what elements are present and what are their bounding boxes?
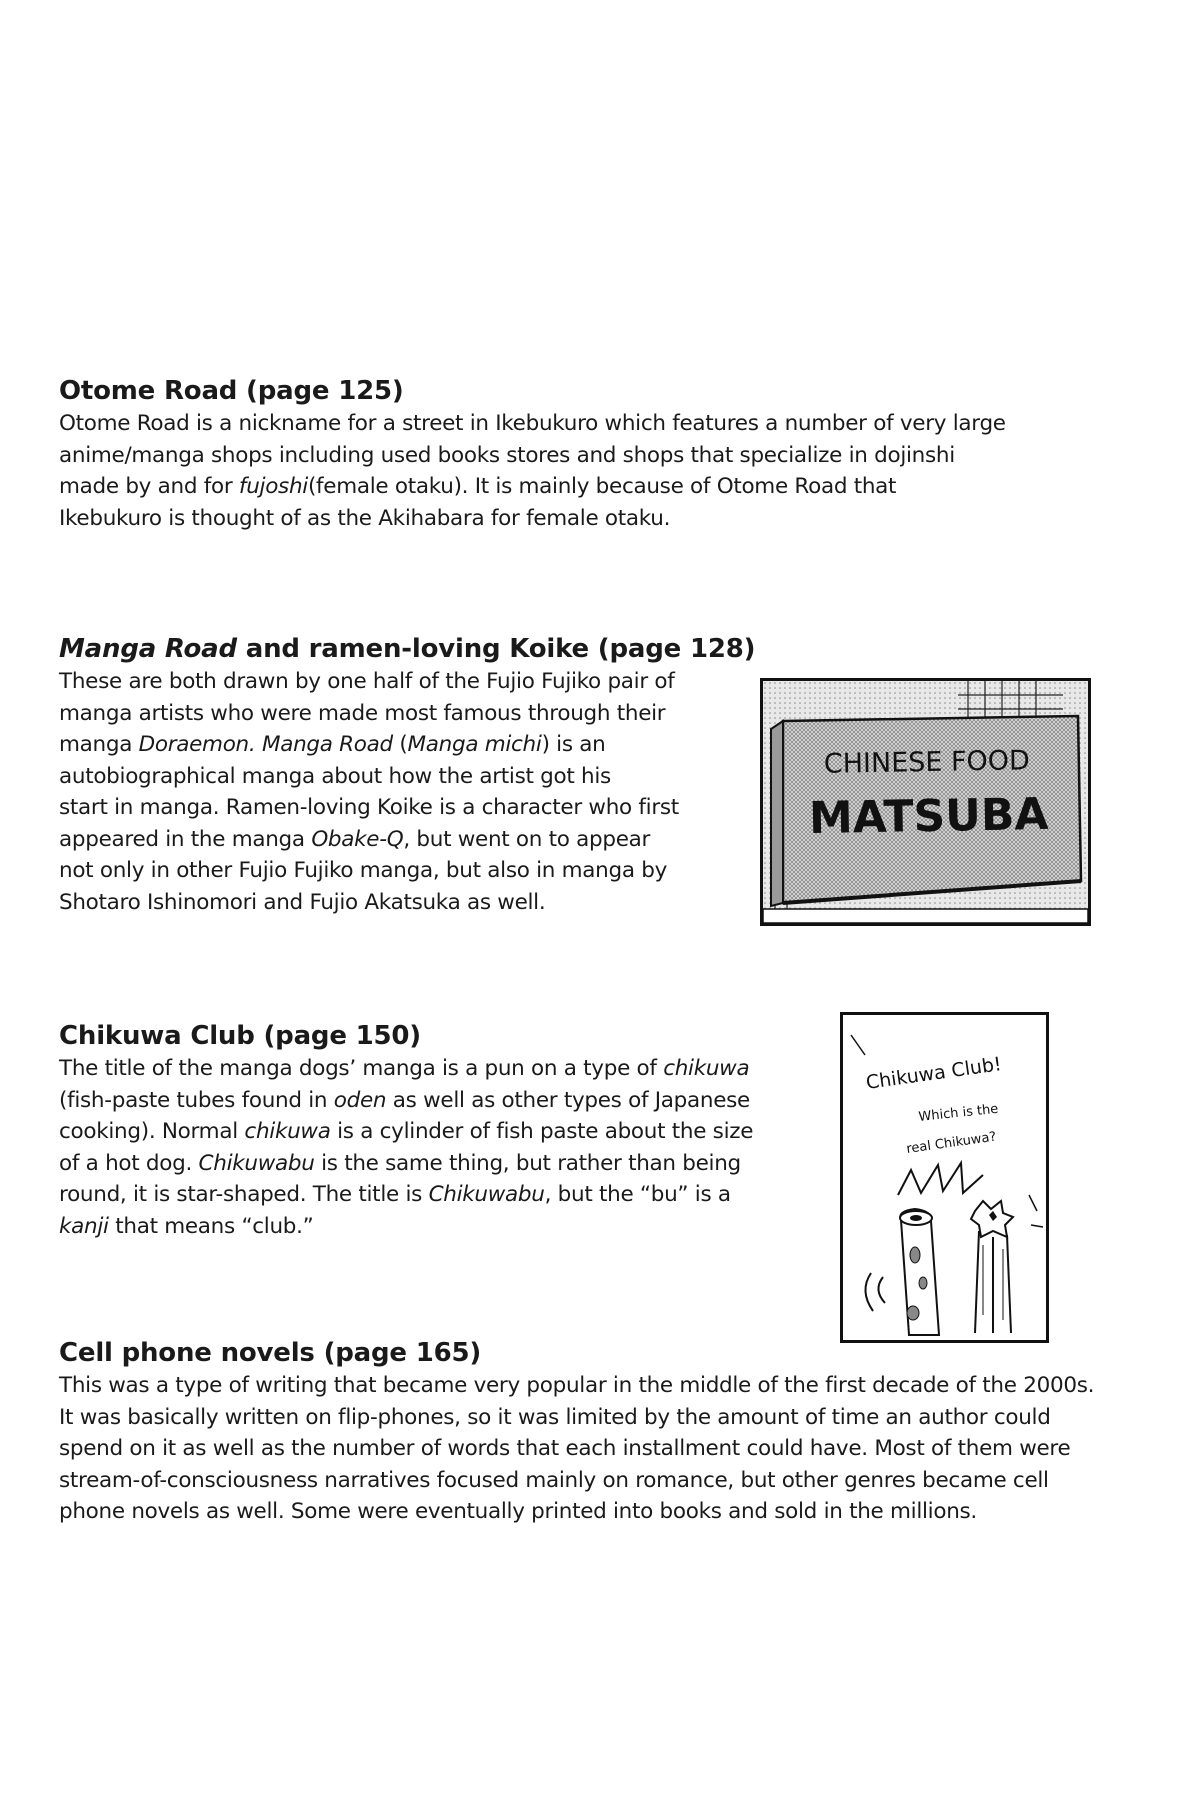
- text-run: of a hot dog.: [59, 1150, 199, 1176]
- text-run: made by and for: [59, 474, 239, 499]
- body-line: stream-of-consciousness narratives focused mainly on romance, but other genres became cell: [59, 1467, 1049, 1493]
- text-run: (: [392, 732, 408, 757]
- matsuba-sign-illustration: [760, 678, 1091, 926]
- body-line: manga artists who were made most famous through their: [59, 700, 666, 726]
- text-run: round, it is star-shaped. The title is: [59, 1182, 429, 1207]
- note-title: [59, 632, 755, 666]
- text-run: (fish-paste tubes found in: [59, 1087, 334, 1113]
- chikuwa-caption-2: Which is the: [917, 1101, 1000, 1125]
- text-run: The title of the manga dogs’ manga is a pun on a type of: [59, 1056, 664, 1081]
- text-run: (female otaku). It is mainly because of Otome Road that: [307, 474, 897, 499]
- note-body: [59, 666, 755, 918]
- chikuwa-caption-3: real Chikuwa?: [905, 1129, 998, 1157]
- body-line: phone novels as well. Some were eventually printed into books and sold in the millions.: [59, 1499, 977, 1524]
- note-title: Cell phone novels (page 165): [59, 1338, 482, 1368]
- body-line: [59, 1119, 753, 1144]
- body-line: not only in other Fujio Fujiko manga, but also in manga by: [59, 858, 668, 883]
- text-run: appeared in the manga: [59, 826, 312, 852]
- text-run: manga: [59, 732, 139, 757]
- body-line: Otome Road is a nickname for a street in Ikebukuro which features a number of very large: [59, 411, 1006, 436]
- text-run: , but the “bu” is a: [544, 1182, 731, 1207]
- note-chikuwa-club: [59, 1019, 753, 1242]
- italic-term: oden: [333, 1087, 387, 1113]
- italic-term: chikuwa: [244, 1119, 331, 1144]
- body-line: [59, 1182, 731, 1207]
- note-title: Otome Road (page 125): [59, 376, 404, 406]
- text-run: is the same thing, but rather than being: [314, 1150, 741, 1176]
- italic-term: Manga michi: [407, 732, 542, 757]
- text-run: cooking). Normal: [59, 1119, 245, 1144]
- note-body: [59, 408, 1006, 534]
- body-line: start in manga. Ramen-loving Koike is a character who first: [59, 795, 679, 820]
- sign-line-2: MATSUBA: [808, 788, 1049, 845]
- chikuwa-drawing: [843, 1015, 1046, 1340]
- note-manga-road: [59, 632, 755, 918]
- body-line: Ikebukuro is thought of as the Akihabara for female otaku.: [59, 505, 671, 531]
- title-rest: and ramen-loving Koike (page 128): [236, 634, 756, 664]
- italic-title: Manga Road: [59, 634, 237, 664]
- note-cell-phone-novels: [59, 1336, 1094, 1528]
- body-line: Shotaro Ishinomori and Fujio Akatsuka as well.: [59, 889, 546, 915]
- body-line: [59, 732, 606, 757]
- chikuwa-club-illustration: [840, 1012, 1049, 1343]
- text-run: is a cylinder of fish paste about the size: [330, 1119, 754, 1144]
- note-body: [59, 1370, 1094, 1528]
- body-line: It was basically written on flip-phones, so it was limited by the amount of time an author could: [59, 1404, 1051, 1430]
- body-line: [59, 1056, 749, 1081]
- text-run: , but went on to appear: [403, 826, 651, 852]
- body-line: [59, 474, 896, 499]
- body-line: [59, 1088, 750, 1113]
- chikuwa-caption-1: Chikuwa Club!: [864, 1053, 1003, 1094]
- note-title: Chikuwa Club (page 150): [59, 1021, 421, 1051]
- text-run: as well as other types of Japanese: [386, 1087, 750, 1113]
- italic-term: fujoshi: [238, 474, 308, 499]
- italic-term: Chikuwabu: [428, 1182, 545, 1207]
- note-body: [59, 1053, 753, 1242]
- body-line: This was a type of writing that became very popular in the middle of the first decade of the 2000s.: [59, 1373, 1095, 1398]
- italic-term: chikuwa: [663, 1056, 750, 1081]
- italic-term: kanji: [59, 1213, 109, 1239]
- body-line: [59, 1214, 314, 1239]
- note-otome-road: [59, 374, 1006, 534]
- body-line: anime/manga shops including used books stores and shops that specialize in dojinshi: [59, 442, 955, 468]
- sign-line-1: CHINESE FOOD: [823, 745, 1031, 780]
- body-line: spend on it as well as the number of words that each installment could have. Most of them were: [59, 1436, 1071, 1461]
- body-line: These are both drawn by one half of the Fujio Fujiko pair of: [59, 669, 675, 694]
- italic-term: Doraemon. Manga Road: [138, 732, 393, 757]
- body-line: [59, 827, 650, 852]
- body-line: [59, 1151, 741, 1176]
- text-run: ) is an: [541, 732, 606, 757]
- sign-drawing: [763, 681, 1088, 923]
- italic-term: Chikuwabu: [198, 1150, 315, 1176]
- body-line: autobiographical manga about how the artist got his: [59, 763, 611, 789]
- text-run: that means “club.”: [108, 1213, 314, 1239]
- italic-term: Obake-Q: [311, 826, 404, 852]
